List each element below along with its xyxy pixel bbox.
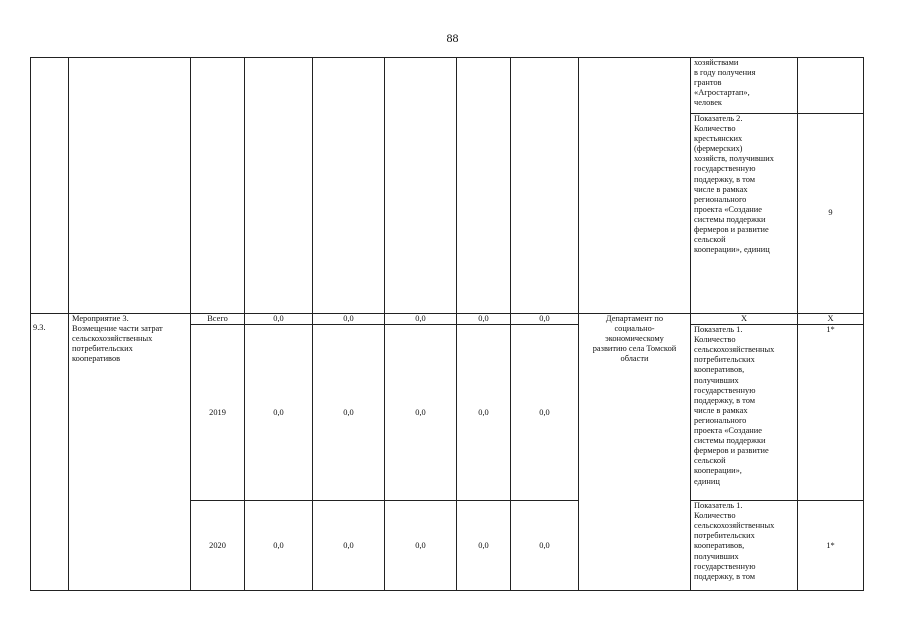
indicator-value: 9 — [798, 114, 864, 314]
indicator-cell: Показатель 2. Количество крестьянских (фермерских) хозяйств, получивших государственную поддержку, в том числе в рамках регионального проекта «Создание системы поддержки фермеров и развитие сельской кооперации», единиц — [691, 114, 798, 314]
indicator-value: Х — [798, 314, 864, 325]
value-cell: 0,0 — [313, 314, 385, 325]
value-cell: 0,0 — [313, 325, 385, 501]
empty-cell — [579, 58, 691, 314]
value-cell: 0,0 — [245, 501, 313, 591]
measure-number: 9.3. — [33, 323, 46, 332]
value-cell: 0,0 — [385, 314, 457, 325]
empty-cell — [31, 314, 69, 591]
period-cell: 2019 — [191, 325, 245, 501]
page-number: 88 — [446, 31, 459, 45]
value-cell: 0,0 — [385, 501, 457, 591]
value-cell: 0,0 — [511, 325, 579, 501]
value-cell: 0,0 — [313, 501, 385, 591]
indicator-value: 1* — [798, 325, 864, 501]
period-cell: 2020 — [191, 501, 245, 591]
program-table — [30, 57, 864, 591]
empty-cell — [511, 58, 579, 314]
value-cell: 0,0 — [245, 314, 313, 325]
executor-cell: Департамент по социально- экономическому развитию села Томской области — [579, 314, 691, 591]
empty-cell — [245, 58, 313, 314]
value-cell: 0,0 — [457, 501, 511, 591]
value-cell: 0,0 — [457, 325, 511, 501]
empty-cell — [457, 58, 511, 314]
empty-cell — [69, 58, 191, 314]
value-cell: 0,0 — [511, 501, 579, 591]
value-cell: 0,0 — [245, 325, 313, 501]
value-cell: 0,0 — [511, 314, 579, 325]
table-row — [31, 58, 864, 114]
measure-title: Мероприятие 3. Возмещение части затрат сельскохозяйственных потребительских кооперативов — [69, 314, 191, 591]
indicator-cell: Х — [691, 314, 798, 325]
indicator-value: 1* — [798, 501, 864, 591]
period-cell: Всего — [191, 314, 245, 325]
empty-cell — [385, 58, 457, 314]
value-cell: 0,0 — [385, 325, 457, 501]
empty-cell — [798, 58, 864, 114]
empty-cell — [313, 58, 385, 314]
value-cell: 0,0 — [457, 314, 511, 325]
empty-cell — [191, 58, 245, 314]
empty-cell — [31, 58, 69, 314]
indicator-cell: Показатель 1. Количество сельскохозяйственных потребительских кооперативов, получивших государственную поддержку, в том — [691, 501, 798, 591]
indicator-cell: хозяйствами в году получения грантов «Агростартап», человек — [691, 58, 798, 114]
table-row-total — [31, 314, 864, 325]
indicator-cell: Показатель 1. Количество сельскохозяйственных потребительских кооперативов, получивших государственную поддержку, в том числе в рамках регионального проекта «Создание системы поддержки фермеров и развитие сельской кооперации», единиц — [691, 325, 798, 501]
